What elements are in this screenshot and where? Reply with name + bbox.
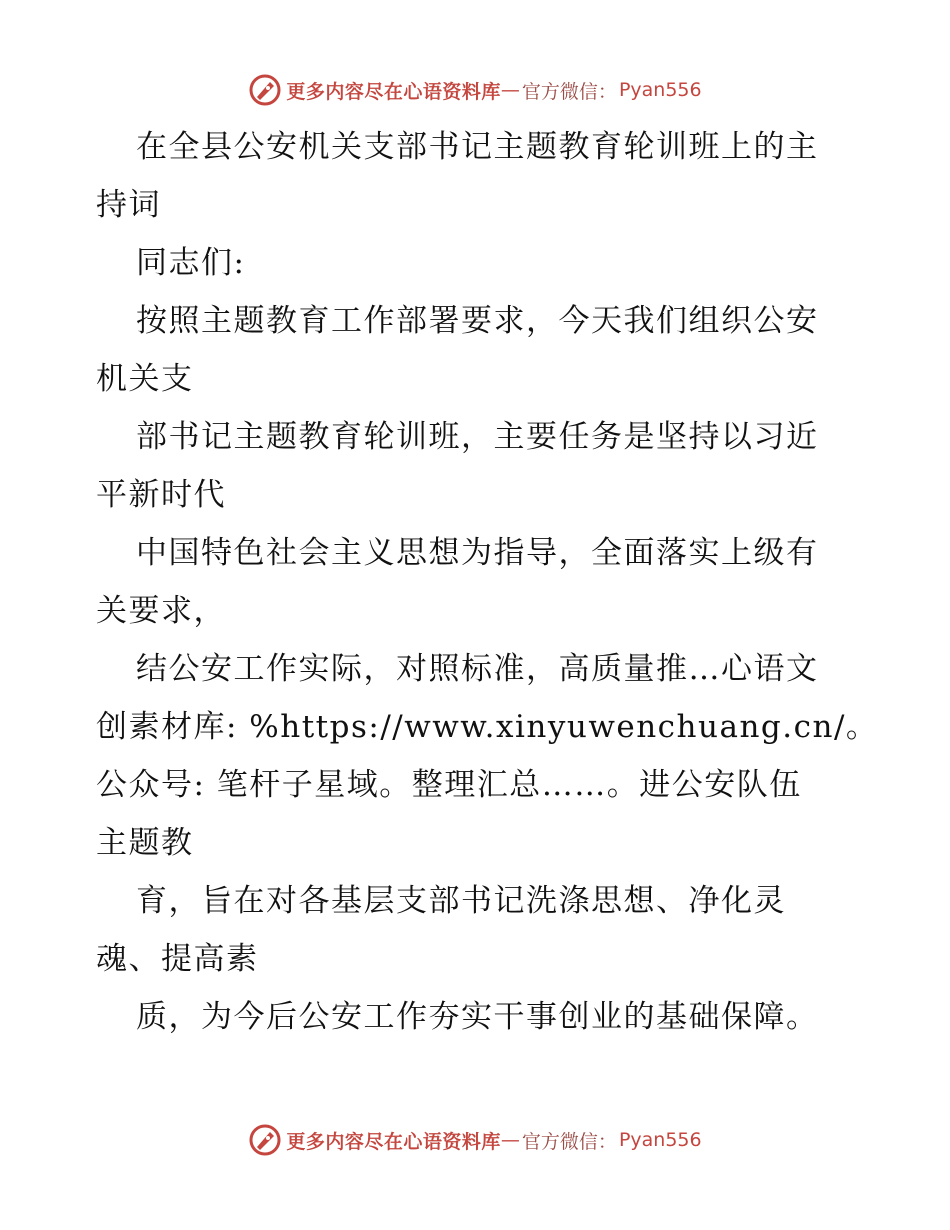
footer-banner	[0, 1120, 950, 1160]
banner-main-text: 更多内容尽在心语资料库	[286, 1130, 501, 1153]
banner-dash: —	[500, 79, 520, 101]
pen-nib-circle-icon	[248, 1123, 282, 1157]
banner-account: Pyan556	[618, 79, 702, 101]
doc-line: 按照主题教育工作部署要求，今天我们组织公安	[136, 303, 819, 339]
header-banner	[0, 70, 950, 110]
banner-wechat-label: 官方微信：	[521, 80, 617, 103]
banner-account: Pyan556	[618, 1129, 702, 1151]
doc-line: 结公安工作实际，对照标准，高质量推…心语文	[136, 651, 819, 687]
doc-line: 创素材库: %https://www.xinyuwenchuang.cn/。	[96, 709, 879, 745]
doc-line: 部书记主题教育轮训班，主要任务是坚持以习近	[136, 419, 819, 455]
doc-line: 主题教	[96, 825, 194, 861]
doc-line: 平新时代	[96, 477, 226, 513]
doc-line: 在全县公安机关支部书记主题教育轮训班上的主	[136, 129, 819, 165]
doc-line: 中国特色社会主义思想为指导，全面落实上级有	[136, 535, 819, 571]
doc-line: 公众号: 笔杆子星域。整理汇总……。进公安队伍	[96, 767, 802, 803]
banner-dash: —	[500, 1129, 520, 1151]
doc-line: 同志们:	[136, 245, 246, 281]
banner-wechat-label: 官方微信：	[521, 1130, 617, 1153]
doc-line: 育，旨在对各基层支部书记洗涤思想、净化灵	[136, 883, 786, 919]
banner-main-text: 更多内容尽在心语资料库	[286, 80, 501, 103]
pen-nib-circle-icon	[248, 73, 282, 107]
doc-line: 关要求，	[96, 593, 226, 629]
doc-line: 持词	[96, 187, 161, 223]
document-body	[96, 118, 879, 1046]
doc-line: 机关支	[96, 361, 194, 397]
doc-line: 魂、提高素	[96, 941, 259, 977]
doc-line: 质，为今后公安工作夯实干事创业的基础保障。	[136, 999, 819, 1035]
